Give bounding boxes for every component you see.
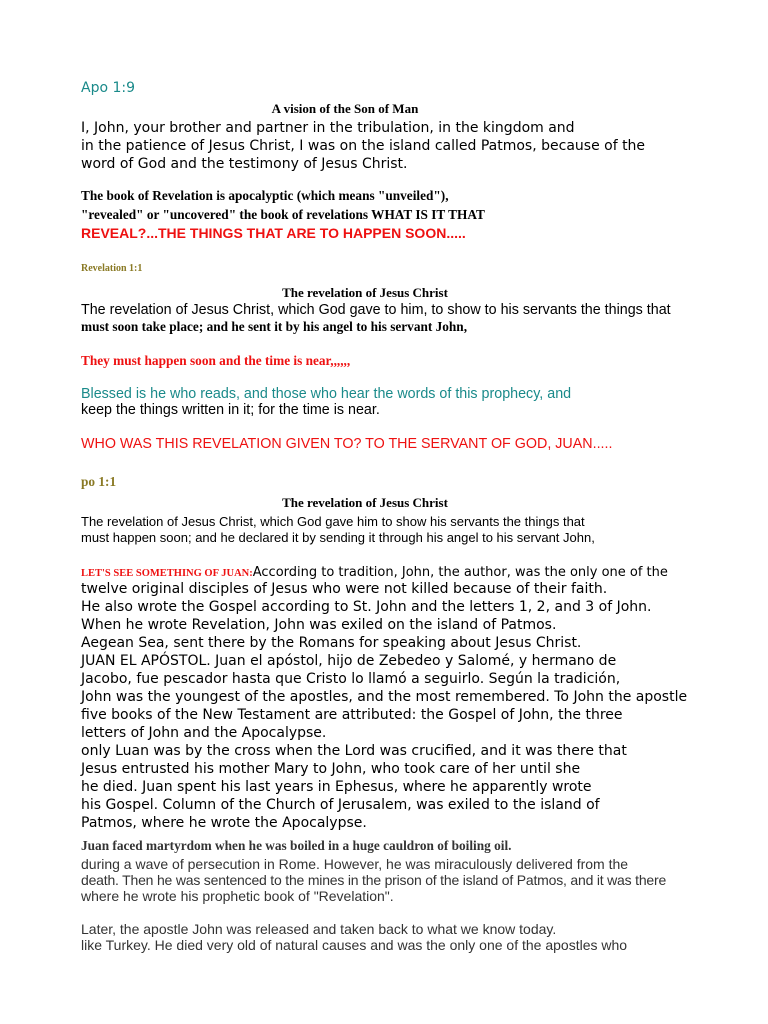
body-line: must happen soon; and he declared it by sending it through his angel to his servant John,: [81, 530, 595, 545]
juan-line: Jesus entrusted his mother Mary to John, who took care of her until she: [81, 761, 581, 777]
later-line: like Turkey. He died very old of natural causes and was the only one of the apostles who: [81, 937, 628, 953]
body-line: The revelation of Jesus Christ, which God gave to him, to show to his servants the things that: [81, 302, 671, 318]
juan-line: According to tradition, John, the author, was the only one of the: [252, 565, 668, 580]
juan-line: five books of the New Testament are attributed: the Gospel of John, the three: [81, 707, 623, 723]
juan-line: JUAN EL APÓSTOL. Juan el apóstol, hijo de Zebedeo y Salomé, y hermano de: [81, 653, 617, 669]
verse-reference: Revelation 1:1: [81, 263, 143, 274]
juan-line: twelve original disciples of Jesus who were not killed because of their faith.: [81, 581, 608, 597]
blessed-line: Blessed is he who reads, and those who hear the words of this prophecy, and: [81, 386, 572, 402]
body-line: must soon take place; and he sent it by his angel to his servant John,: [81, 319, 468, 334]
section-title: The revelation of Jesus Christ: [282, 285, 448, 300]
juan-line: John was the youngest of the apostles, and the most remembered. To John the apostle: [81, 689, 688, 705]
body-line: keep the things written in it; for the time is near.: [81, 402, 380, 418]
persecution-line: death. Then he was sentenced to the mines in the prison of the island of Patmos, and it was there: [81, 872, 667, 888]
note-line: The book of Revelation is apocalyptic (which means "unveiled"),: [81, 188, 449, 203]
later-line: Later, the apostle John was released and taken back to what we know today.: [81, 921, 557, 937]
juan-line: he died. Juan spent his last years in Ephesus, where he apparently wrote: [81, 779, 592, 795]
persecution-line: during a wave of persecution in Rome. However, he was miraculously delivered from the: [81, 856, 629, 872]
body-line: The revelation of Jesus Christ, which God gave him to show his servants the things that: [81, 514, 585, 529]
body-line: in the patience of Jesus Christ, I was on the island called Patmos, because of the: [81, 138, 646, 154]
juan-line: only Luan was by the cross when the Lord was crucified, and it was there that: [81, 743, 627, 759]
martyrdom-line: Juan faced martyrdom when he was boiled in a huge cauldron of boiling oil.: [81, 838, 512, 853]
body-line: I, John, your brother and partner in the tribulation, in the kingdom and: [81, 120, 575, 136]
verse-reference: po 1:1: [81, 474, 117, 489]
section-title: The revelation of Jesus Christ: [282, 495, 448, 510]
persecution-line: where he wrote his prophetic book of "Revelation".: [81, 888, 394, 904]
juan-line: Aegean Sea, sent there by the Romans for speaking about Jesus Christ.: [81, 635, 582, 651]
question-line: WHO WAS THIS REVELATION GIVEN TO? TO THE SERVANT OF GOD, JUAN.....: [81, 436, 613, 452]
juan-line: When he wrote Revelation, John was exiled on the island of Patmos.: [81, 617, 557, 633]
juan-lead: LET'S SEE SOMETHING OF JUAN:: [81, 568, 253, 579]
juan-line: He also wrote the Gospel according to St. John and the letters 1, 2, and 3 of John.: [81, 599, 652, 615]
note-line: "revealed" or "uncovered" the book of revelations WHAT IS IT THAT: [81, 207, 485, 222]
juan-line: letters of John and the Apocalypse.: [81, 725, 327, 741]
verse-reference: Apo 1:9: [81, 80, 136, 96]
juan-line: Jacobo, fue pescador hasta que Cristo lo llamó a seguirlo. Según la tradición,: [81, 671, 621, 687]
juan-line: Patmos, where he wrote the Apocalypse.: [81, 815, 367, 831]
highlight-line: REVEAL?...THE THINGS THAT ARE TO HAPPEN SOON.....: [81, 225, 466, 241]
body-line: word of God and the testimony of Jesus Christ.: [81, 156, 408, 172]
juan-intro: [81, 563, 668, 581]
juan-line: his Gospel. Column of the Church of Jerusalem, was exiled to the island of: [81, 797, 600, 813]
highlight-line: They must happen soon and the time is near,,,,,,: [81, 353, 351, 368]
section-title: A vision of the Son of Man: [271, 101, 419, 116]
